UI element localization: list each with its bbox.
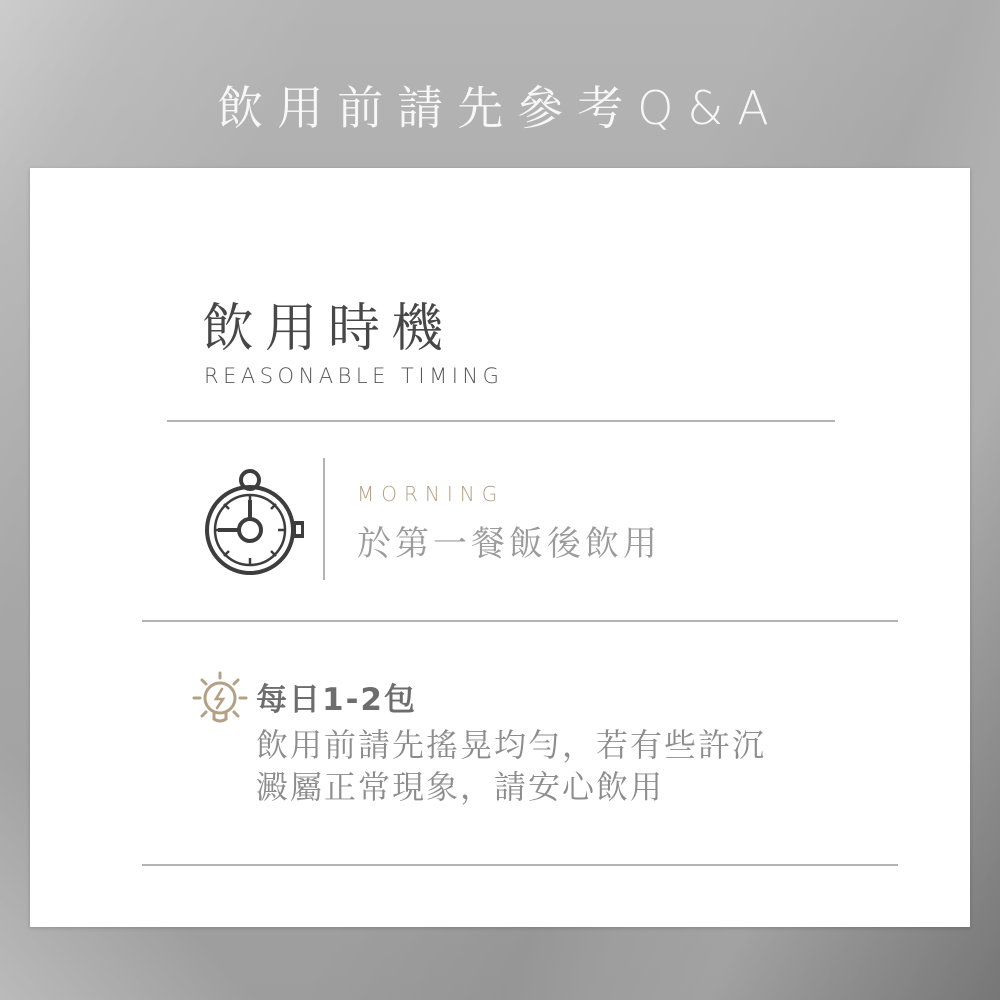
- card-subheading: REASONABLE TIMING: [204, 364, 504, 388]
- stopwatch-icon: [198, 466, 304, 582]
- lightbulb-icon: [186, 666, 254, 738]
- info-card: [30, 168, 970, 927]
- section-divider-bottom: [142, 864, 898, 866]
- card-heading: 飲用時機: [202, 299, 455, 359]
- morning-label: MORNING: [357, 482, 505, 506]
- dosage-heading: 每日1-2包: [256, 682, 418, 718]
- vertical-divider: [323, 458, 325, 580]
- section-divider-top: [167, 420, 835, 422]
- timing-description: 於第一餐飯後飲用: [357, 524, 661, 564]
- section-divider-middle: [142, 620, 898, 622]
- dosage-note-line1: 飲用前請先搖晃均勻，若有些許沉: [256, 726, 767, 764]
- page-title: 飲用前請先參考Q&A: [217, 81, 783, 135]
- dosage-note-line2: 澱屬正常現象，請安心飲用: [256, 768, 665, 806]
